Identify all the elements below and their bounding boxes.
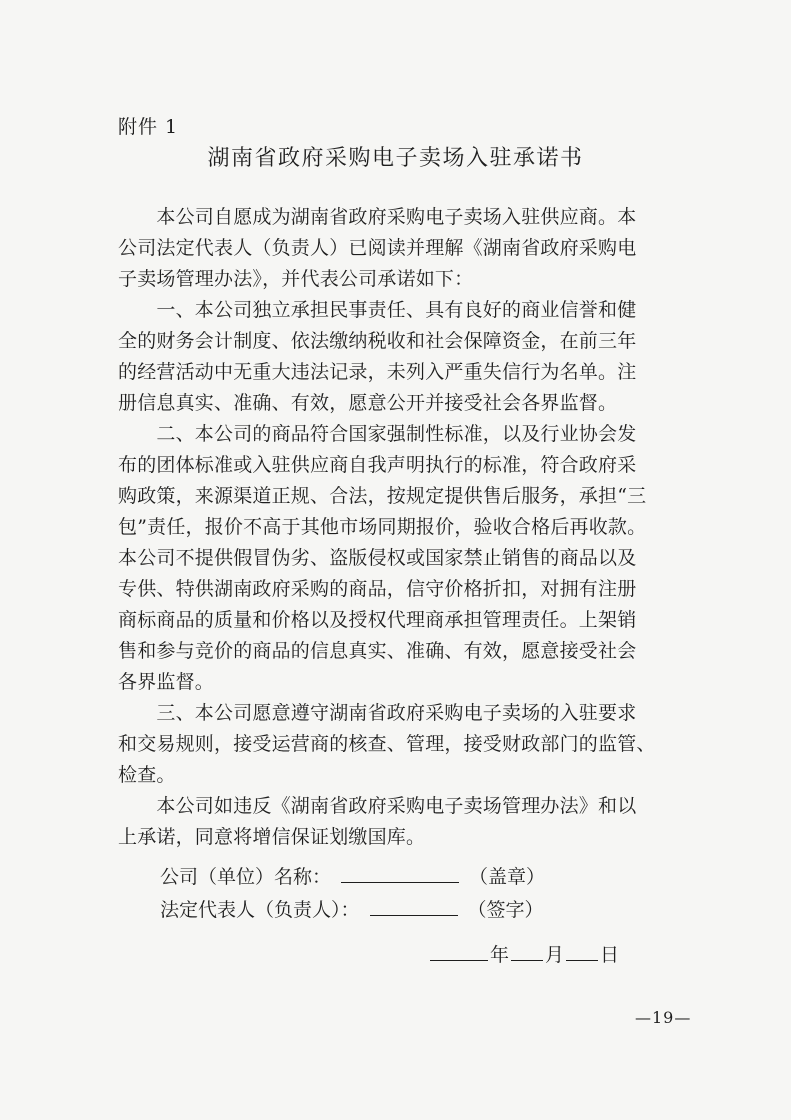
month-label: 月	[545, 944, 565, 966]
body-line: 册信息真实、准确、有效，愿意公开并接受社会各界监督。	[118, 392, 618, 414]
company-name-label: 公司（单位）名称：	[160, 866, 332, 888]
company-name-line	[160, 862, 545, 889]
body-line: 本公司自愿成为湖南省政府采购电子卖场入驻供应商。本	[118, 206, 637, 228]
body-line: 一、本公司独立承担民事责任、具有良好的商业信誉和健	[118, 299, 637, 321]
body-line: 包”责任，报价不高于其他市场同期报价，验收合格后再收款。	[118, 516, 647, 538]
month-blank[interactable]	[511, 941, 543, 961]
body-line: 商标商品的质量和价格以及授权代理商承担管理责任。上架销	[118, 609, 637, 631]
body-line: 购政策，来源渠道正规、合法，按规定提供售后服务，承担“三	[118, 485, 647, 507]
body-line: 公司法定代表人（负责人）已阅读并理解《湖南省政府采购电	[118, 237, 637, 259]
document-title: 湖南省政府采购电子卖场入驻承诺书	[207, 146, 584, 171]
year-label: 年	[490, 944, 510, 966]
body-line: 全的财务会计制度、依法缴纳税收和社会保障资金，在前三年	[118, 330, 637, 352]
page-number: —19—	[635, 1008, 692, 1027]
body-line: 和交易规则，接受运营商的核查、管理，接受财政部门的监管、	[118, 733, 656, 755]
date-line	[430, 940, 619, 967]
body-line: 各界监督。	[118, 671, 215, 693]
body-line: 售和参与竞价的商品的信息真实、准确、有效，愿意接受社会	[118, 640, 637, 662]
signature-note: （签字）	[467, 899, 544, 921]
body-line: 三、本公司愿意遵守湖南省政府采购电子卖场的入驻要求	[118, 702, 637, 724]
legal-representative-label: 法定代表人（负责人）：	[160, 899, 360, 921]
seal-note: （盖章）	[469, 866, 546, 888]
body-line: 上承诺，同意将增信保证划缴国库。	[118, 826, 426, 848]
body-line: 专供、特供湖南政府采购的商品，信守价格折扣，对拥有注册	[118, 578, 637, 600]
body-line: 的经营活动中无重大违法记录，未列入严重失信行为名单。注	[118, 361, 637, 383]
day-label: 日	[600, 944, 620, 966]
legal-representative-blank[interactable]	[370, 896, 458, 916]
body-line: 本公司如违反《湖南省政府采购电子卖场管理办法》和以	[118, 795, 637, 817]
legal-representative-line	[160, 895, 544, 922]
company-name-blank[interactable]	[341, 863, 459, 883]
year-blank[interactable]	[430, 941, 488, 961]
body-line: 子卖场管理办法》，并代表公司承诺如下：	[118, 268, 474, 290]
body-line: 本公司不提供假冒伪劣、盗版侵权或国家禁止销售的商品以及	[118, 547, 637, 569]
body-line: 检查。	[118, 764, 176, 786]
body-line: 二、本公司的商品符合国家强制性标准，以及行业协会发	[118, 423, 637, 445]
attachment-label: 附件 1	[118, 116, 179, 138]
body-line: 布的团体标准或入驻供应商自我声明执行的标准，符合政府采	[118, 454, 637, 476]
day-blank[interactable]	[566, 941, 598, 961]
